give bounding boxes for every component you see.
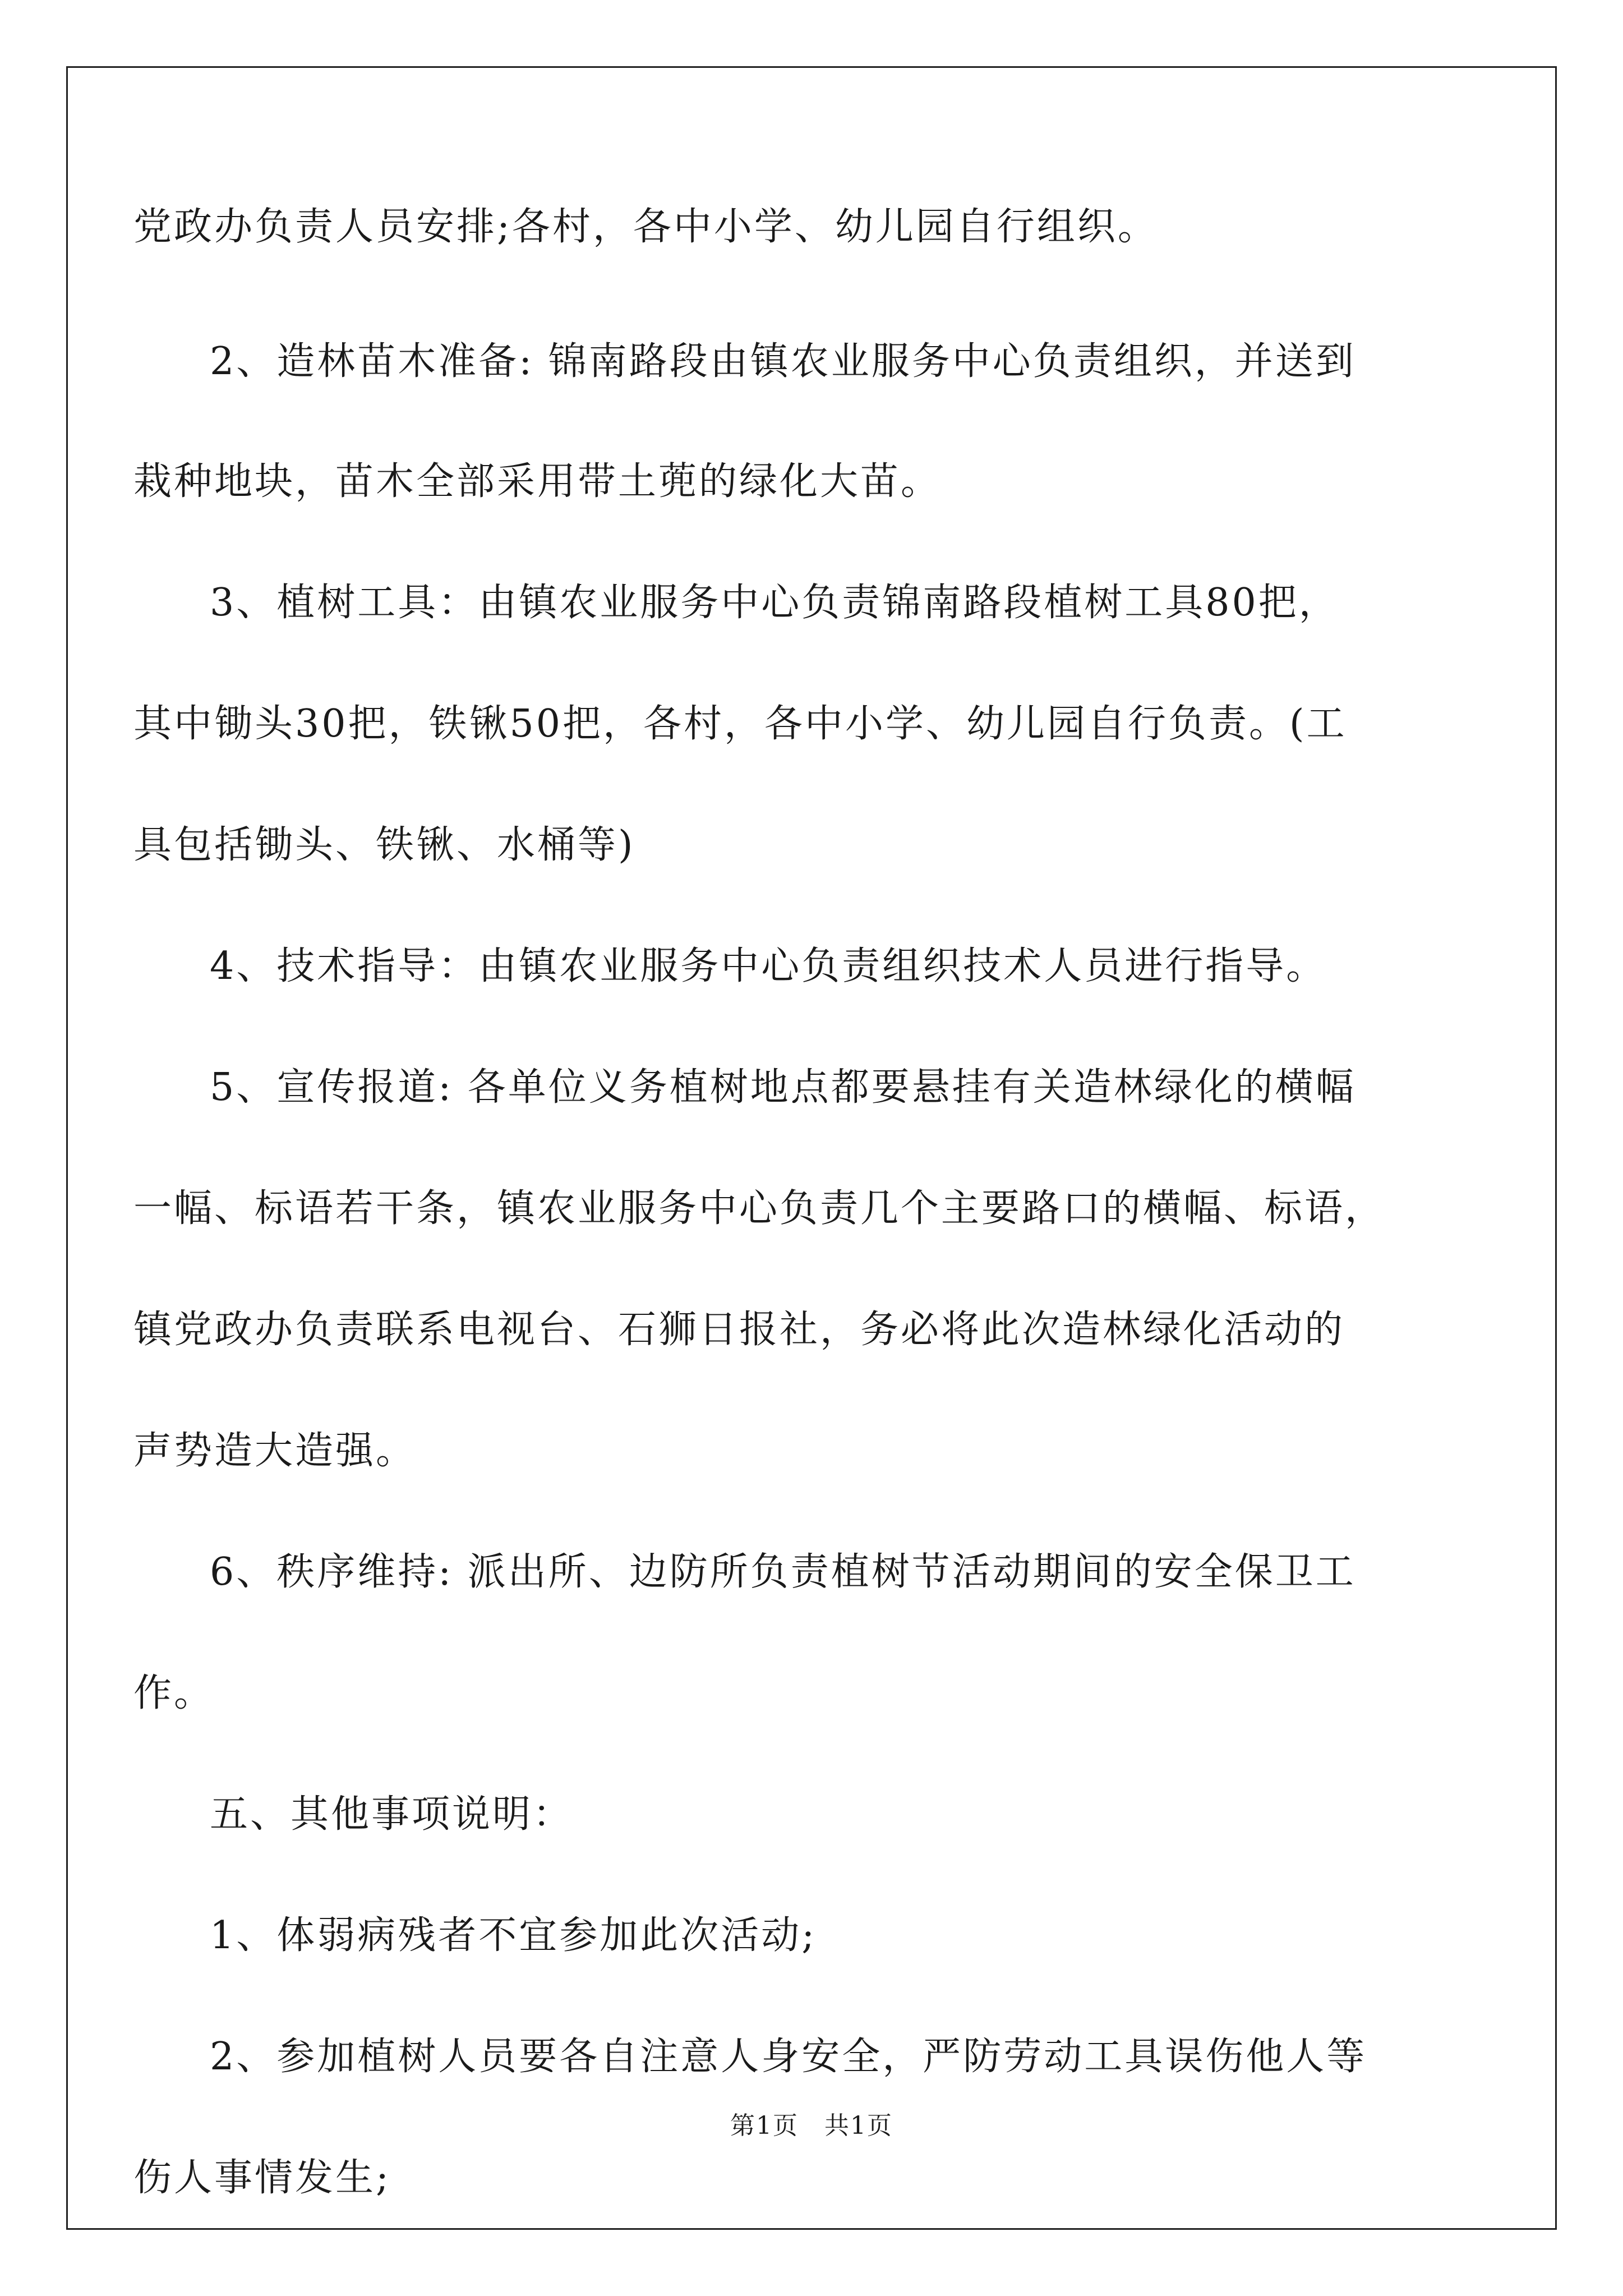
text-line: 6、秩序维持: 派出所、边防所负责植树节活动期间的安全保卫工 xyxy=(210,1550,1356,1594)
text-line: 声势造大造强。 xyxy=(133,1429,417,1473)
text-line: 5、宣传报道: 各单位义务植树地点都要悬挂有关造林绿化的横幅 xyxy=(210,1065,1356,1110)
text-line: 其中锄头30把，铁锹50把，各村，各中小学、幼儿园自行负责。(工 xyxy=(133,702,1347,746)
page-border xyxy=(66,66,1557,2230)
text-line: 栽种地块，苗木全部采用带土蔸的绿化大苗。 xyxy=(133,459,942,504)
text-line: 作。 xyxy=(133,1671,215,1715)
text-line: 4、技术指导：由镇农业服务中心负责组织技术人员进行指导。 xyxy=(210,944,1327,988)
page-number: 第1页 共1页 xyxy=(730,2111,893,2140)
section-heading: 五、其他事项说明： xyxy=(210,1792,574,1837)
text-line: 党政办负责人员安排;各村，各中小学、幼儿园自行组织。 xyxy=(133,205,1158,249)
text-line: 2、造林苗木准备: 锦南路段由镇农业服务中心负责组织，并送到 xyxy=(210,339,1356,384)
text-line: 3、植树工具：由镇农业服务中心负责锦南路段植树工具80把， xyxy=(210,581,1339,625)
text-line: 镇党政办负责联系电视台、石狮日报社，务必将此次造林绿化活动的 xyxy=(133,1308,1345,1352)
text-line: 1、体弱病残者不宜参加此次活动; xyxy=(210,1913,817,1958)
text-line: 一幅、标语若干条，镇农业服务中心负责几个主要路口的横幅、标语， xyxy=(133,1186,1386,1231)
text-line: 具包括锄头、铁锹、水桶等) xyxy=(133,823,635,867)
text-line: 伤人事情发生; xyxy=(133,2156,391,2200)
text-line: 2、参加植树人员要各自注意人身安全，严防劳动工具误伤他人等 xyxy=(210,2035,1367,2079)
